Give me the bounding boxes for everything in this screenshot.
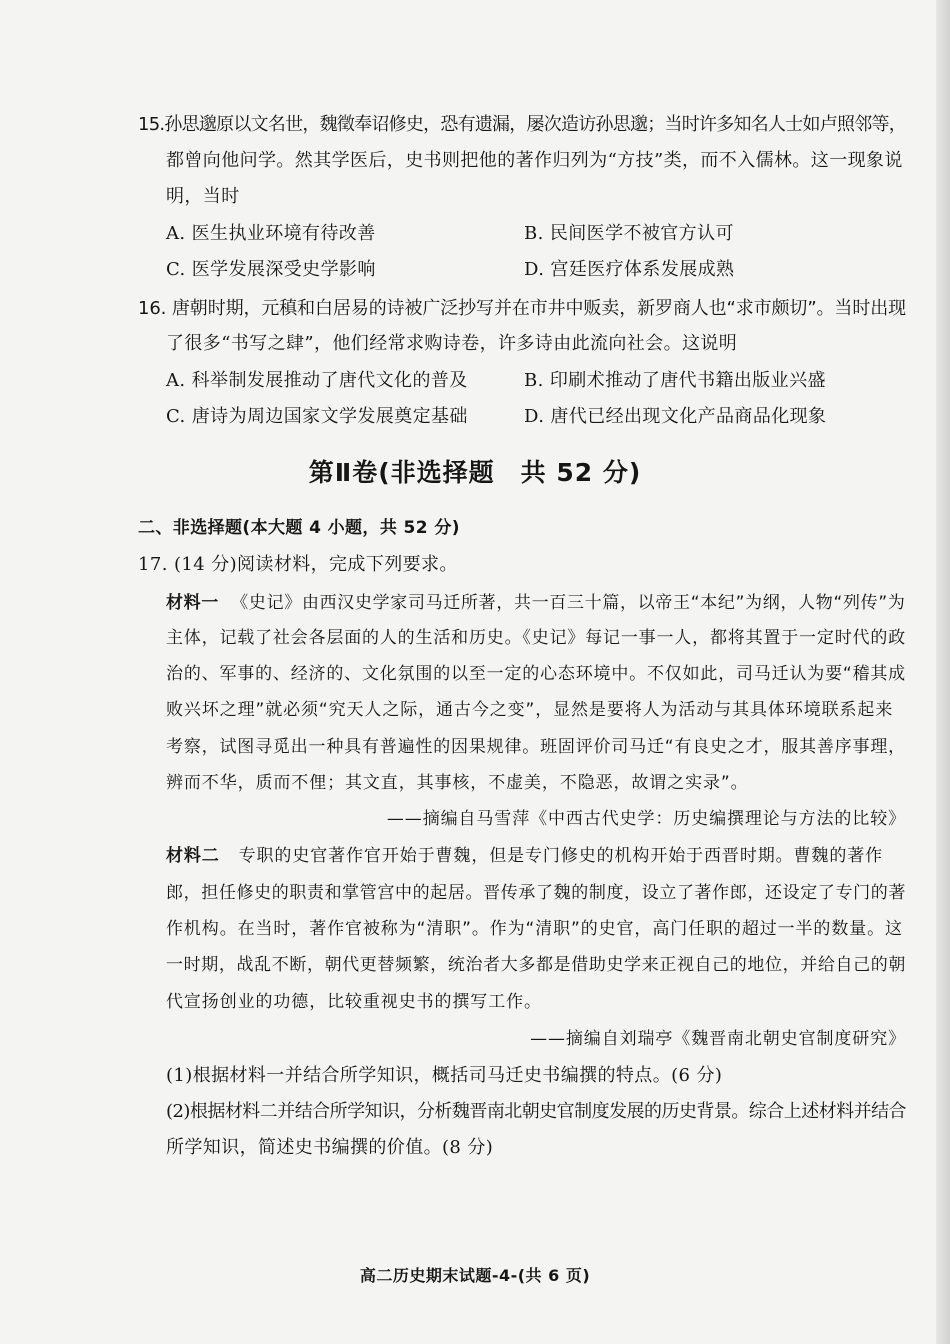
q16-option-b: B. 印刷术推动了唐代书籍出版业兴盛 — [524, 370, 826, 391]
material1-line6: 辨而不华，质而不俚；其文直，其事核，不虚美，不隐恶，故谓之实录”。 — [166, 773, 749, 793]
q17-sub2-line2: 所学知识，简述史书编撰的价值。(8 分) — [166, 1137, 494, 1158]
q17-sub1: (1)根据材料一并结合所学知识，概括司马迁史书编撰的特点。(6 分) — [166, 1065, 723, 1086]
material2-line5: 代宣扬创业的功德，比较重视史书的撰写工作。 — [166, 992, 542, 1012]
material2-line2: 郎，担任修史的职责和掌管宫中的起居。晋传承了魏的制度，设立了著作郎，还设定了专门的著 — [166, 883, 906, 903]
q16-option-d: D. 唐代已经出现文化产品商品化现象 — [524, 406, 827, 427]
q15-line3: 明，当时 — [166, 186, 240, 207]
material2-line3: 作机构。在当时，著作官被称为“清职”。作为“清职”的史官，高门任职的超过一半的数量。这 — [166, 919, 903, 939]
q15-line1: 15.孙思邈原以文名世，魏徵奉诏修史，恐有遗漏，屡次造访孙思邈；当时许多知名人士如卢照邻等， — [138, 114, 906, 135]
q15-option-a: A. 医生执业环境有待改善 — [166, 223, 376, 244]
material1-source: ——摘编自马雪萍《中西古代史学：历史编撰理论与方法的比较》 — [386, 809, 906, 829]
material2-text-1: 专职的史官著作官开始于曹魏，但是专门修史的机构开始于西晋时期。曹魏的著作 — [238, 846, 884, 866]
material1-line1 — [166, 589, 906, 615]
q16-option-c: C. 唐诗为周边国家文学发展奠定基础 — [166, 406, 468, 427]
material1-text-1: 《史记》由西汉史学家司马迁所著，共一百三十篇，以帝王“本纪”为纲，人物“列传”为 — [231, 592, 906, 612]
section-title: 第Ⅱ卷(非选择题 共 52 分) — [308, 458, 642, 487]
material2-label: 材料二 — [166, 846, 220, 866]
material1-line2: 主体，记载了社会各层面的人的生活和历史。《史记》每记一事一人，都将其置于一定时代的政 — [166, 628, 906, 648]
q15-line2: 都曾向他问学。然其学医后，史书则把他的著作归列为“方技”类，而不入儒林。这一现象说 — [166, 150, 903, 171]
material1-line5: 考察，试图寻觅出一种具有普遍性的因果规律。班固评价司马迁“有良史之才，服其善序事理， — [166, 737, 906, 757]
q16-line2: 了很多“书写之肆”，他们经常求购诗卷，许多诗由此流向社会。这说明 — [166, 333, 738, 354]
scan-edge-shadow — [936, 0, 950, 1344]
material2-source: ——摘编自刘瑞亭《魏晋南北朝史官制度研究》 — [530, 1029, 906, 1049]
q15-option-b: B. 民间医学不被官方认可 — [524, 223, 734, 244]
q17-heading: 17. (14 分)阅读材料，完成下列要求。 — [138, 554, 458, 575]
page-footer: 高二历史期末试题-4-(共 6 页) — [359, 1266, 591, 1285]
q15-option-d: D. 宫廷医疗体系发展成熟 — [524, 259, 735, 280]
material1-line3: 治的、军事的、经济的、文化氛围的以至一定的心态环境中。不仅如此，司马迁认为要“稽其成 — [166, 664, 906, 684]
material1-line4: 败兴坏之理”就必须“究天人之际，通古今之变”，显然是要将人为活动与其具体环境联系起来 — [166, 700, 894, 720]
q15-option-c: C. 医学发展深受史学影响 — [166, 259, 376, 280]
q16-line1: 16. 唐朝时期，元稹和白居易的诗被广泛抄写并在市井中贩卖，新罗商人也“求市颇切”。当时出现 — [138, 298, 906, 319]
q17-sub2-line1: (2)根据材料二并结合所学知识，分析魏晋南北朝史官制度发展的历史背景。综合上述材料并结合 — [166, 1101, 906, 1122]
q16-option-a: A. 科举制发展推动了唐代文化的普及 — [166, 370, 468, 391]
material2-line1 — [166, 843, 883, 869]
part2-heading: 二、非选择题(本大题 4 小题，共 52 分) — [138, 518, 460, 538]
material1-label: 材料一 — [166, 592, 220, 612]
material2-line4: 一时期，战乱不断，朝代更替频繁，统治者大多都是借助史学来正视自己的地位，并给自己的朝 — [166, 955, 906, 975]
